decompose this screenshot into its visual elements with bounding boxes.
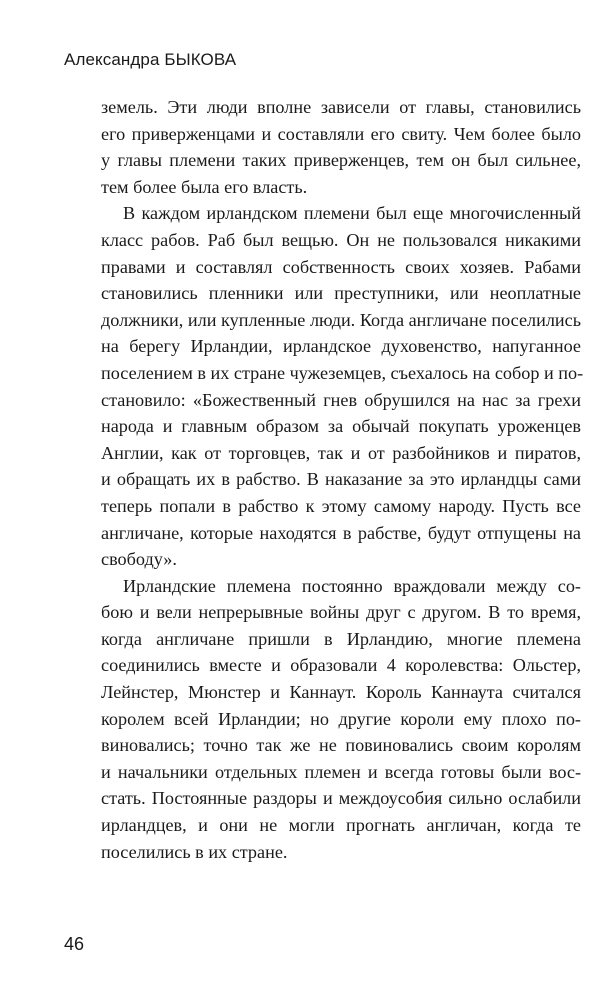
text-line: ирландцев, и они не могли прогнать англичан, когда те bbox=[101, 815, 581, 836]
text-line: королем всей Ирландии; но другие короли ему плохо по- bbox=[101, 708, 581, 729]
text-line: В каждом ирландском племени был еще многочисленный bbox=[123, 203, 581, 224]
text-line: становились пленники или преступники, или неоплатные bbox=[101, 283, 581, 304]
text-line: класс рабов. Раб был вещью. Он не пользовался никакими bbox=[101, 229, 581, 250]
text-line: Ирландские племена постоянно враждовали между со- bbox=[123, 575, 581, 596]
text-line: и начальники отдельных племен и всегда готовы были вос- bbox=[101, 761, 581, 782]
text-line: Англии, как от торговцев, так и от разбойников и пиратов, bbox=[101, 442, 581, 463]
text-line: народа и главным образом за обычай покупать уроженцев bbox=[101, 416, 581, 437]
text-line: Лейнстер, Мюнстер и Каннаут. Король Каннаута считался bbox=[101, 682, 581, 703]
text-line: виновались; точно так же не повиновались своим королям bbox=[101, 735, 581, 756]
text-line: должники, или купленные люди. Когда англичане поселились bbox=[101, 309, 581, 330]
text-line: когда англичане пришли в Ирландию, многие племена bbox=[101, 628, 581, 649]
text-line: поселились в их стране. bbox=[101, 841, 288, 862]
text-line: бою и вели непрерывные войны друг с другом. В то время, bbox=[101, 602, 581, 623]
text-line: соединились вместе и образовали 4 королевства: Ольстер, bbox=[101, 655, 581, 676]
text-line: земель. Эти люди вполне зависели от главы, становились bbox=[101, 97, 581, 117]
page-number: 46 bbox=[64, 934, 85, 954]
text-line: правами и составлял собственность своих хозяев. Рабами bbox=[101, 256, 581, 277]
text-line: стать. Постоянные раздоры и междоусобия сильно ослабили bbox=[101, 788, 581, 809]
text-line: теперь попали в рабство к этому самому народу. Пусть все bbox=[101, 495, 581, 516]
text-line: англичане, которые находятся в рабстве, будут отпущены на bbox=[101, 522, 581, 543]
body-text bbox=[101, 94, 584, 865]
text-line: на берегу Ирландии, ирландское духовенство, напуганное bbox=[101, 336, 581, 357]
text-line: свободу». bbox=[101, 549, 177, 570]
text-line: у главы племени таких приверженцев, тем он был сильнее, bbox=[101, 150, 581, 171]
text-line: тем более была его власть. bbox=[101, 176, 308, 197]
running-head-author: Александра БЫКОВА bbox=[64, 50, 237, 69]
text-line: поселением в их стране чужеземцев, съехалось на собор и по- bbox=[101, 362, 584, 383]
text-line: становило: «Божественный гнев обрушился на нас за грехи bbox=[101, 389, 581, 410]
text-line: его приверженцами и составляли его свиту. Чем более было bbox=[101, 123, 581, 144]
text-line: и обращать их в рабство. В наказание за это ирландцы сами bbox=[101, 469, 581, 490]
